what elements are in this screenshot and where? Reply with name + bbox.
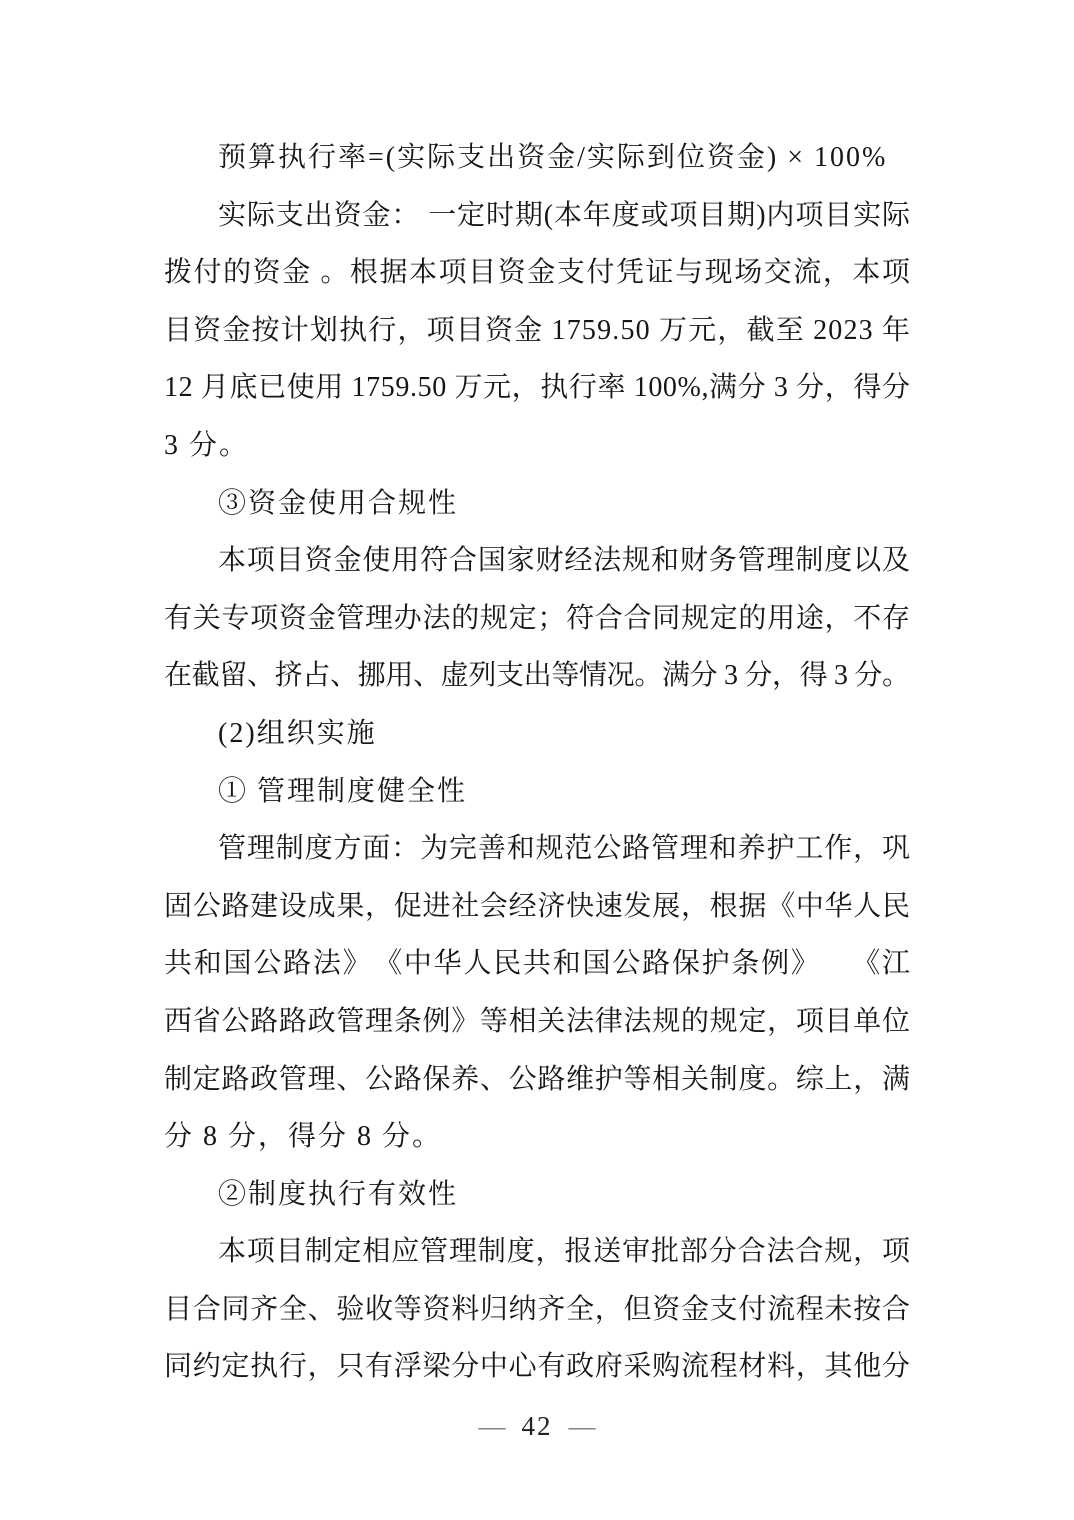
section-heading (218, 763, 910, 821)
text-line-content: (2)组织实施 (218, 717, 377, 749)
text-line-content: 拨付的资金 。根据本项目资金支付凭证与现场交流，本项 (164, 257, 912, 289)
text-line-content: 共和国公路法》 《中华人民共和国公路保护条例》 《江 (164, 948, 912, 980)
text-line (164, 359, 910, 417)
section-heading (218, 1166, 910, 1224)
text-line-content: ① 管理制度健全性 (218, 775, 468, 807)
text-line-content: 在截留、挤占、挪用、虚列支出等情况。满分 3 分，得 3 分。 (164, 660, 910, 692)
text-line (164, 1051, 910, 1109)
text-line-content: 本项目制定相应管理制度，报送审批部分合法合规，项 (218, 1236, 911, 1268)
text-line (218, 532, 910, 590)
document-body (164, 129, 910, 1396)
text-line (218, 187, 910, 245)
text-line (164, 302, 910, 360)
text-line (164, 935, 910, 993)
text-line-content: 西省公路路政管理条例》等相关法律法规的规定，项目单位 (164, 1005, 911, 1037)
text-line (164, 417, 910, 475)
text-line (164, 244, 910, 302)
text-line (164, 1281, 910, 1339)
text-line (218, 1223, 910, 1281)
text-line-content: 同约定执行，只有浮梁分中心有政府采购流程材料，其他分 (164, 1351, 911, 1383)
text-line-content: ③资金使用合规性 (218, 487, 459, 519)
text-line-content: 目合同齐全、验收等资料归纳齐全，但资金支付流程未按合 (164, 1293, 911, 1325)
text-line-content: 固公路建设成果，促进社会经济快速发展，根据《中华人民 (164, 890, 911, 922)
text-line (164, 878, 910, 936)
text-line-content: 制定路政管理、公路保养、公路维护等相关制度。综上，满 (164, 1063, 911, 1095)
text-line-content: 3 分。 (164, 429, 250, 461)
text-line-content: 实际支出资金： 一定时期(本年度或项目期)内项目实际 (218, 199, 911, 231)
text-line (164, 1108, 910, 1166)
page-footer (0, 1398, 1074, 1455)
text-line-content: 有关专项资金管理办法的规定；符合合同规定的用途，不存 (164, 602, 911, 634)
text-line (164, 590, 910, 648)
text-line (218, 820, 910, 878)
footer-left-dash: — (478, 1411, 506, 1441)
text-line-content: ②制度执行有效性 (218, 1178, 459, 1210)
text-line-content: 分 8 分，得分 8 分。 (164, 1121, 443, 1153)
text-line (164, 993, 910, 1051)
section-heading (218, 705, 910, 763)
text-line-content: 管理制度方面：为完善和规范公路管理和养护工作，巩 (218, 833, 911, 865)
section-heading (218, 475, 910, 533)
text-line (218, 129, 910, 187)
page-number: 42 (521, 1411, 553, 1441)
text-line-content: 12 月底已使用 1759.50 万元，执行率 100%,满分 3 分，得分 (164, 372, 911, 404)
text-line (164, 1338, 910, 1396)
text-line-content: 目资金按计划执行，项目资金 1759.50 万元，截至 2023 年 (164, 314, 912, 346)
text-line-content: 预算执行率=(实际支出资金/实际到位资金) × 100% (218, 142, 888, 173)
footer-right-dash: — (568, 1411, 596, 1441)
text-line-content: 本项目资金使用符合国家财经法规和财务管理制度以及 (218, 545, 911, 577)
text-line (164, 647, 910, 705)
